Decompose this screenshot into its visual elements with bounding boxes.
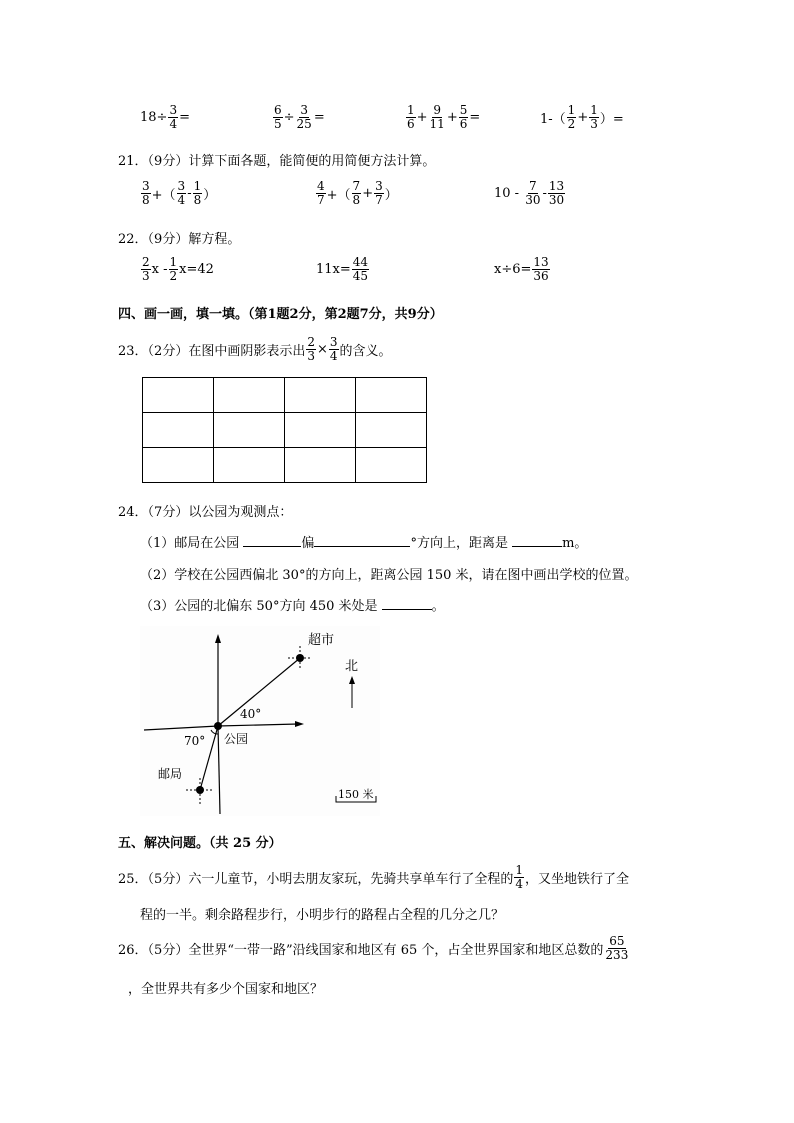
shading-grid[interactable] — [142, 377, 427, 483]
expr-21-2: $\frac{4}{7}$ +（ $\frac{7}{8}$ + $\frac{3}{7}$ ） — [317, 179, 398, 207]
equation-22-2: 11x= $\frac{44}{45}$ — [316, 255, 369, 283]
label-angle-70: 70° — [184, 734, 206, 748]
grid-cell — [285, 413, 356, 448]
question-21: 21．（9分）计算下面各题，能简便的用简便方法计算。 — [118, 154, 436, 169]
answer-blank-angle[interactable] — [314, 534, 410, 547]
grid-cell — [356, 413, 427, 448]
question-25-line1: 25．（5分）六一儿童节，小明去朋友家玩，先骑共享单车行了全程的 $\frac{1}{4}$ ，又坐地铁行了全 — [118, 863, 629, 891]
expr-1-3: $\frac{1}{6}$ + $\frac{9}{11}$ + $\frac{5}{6}$ = — [407, 103, 481, 131]
equation-22-1: $\frac{2}{3}$ x - $\frac{1}{2}$ x=42 — [142, 255, 214, 283]
question-23: 23．（2分）在图中画阴影表示出 $\frac{2}{3}$ × $\frac{3}{4}$ 的含义。 — [118, 335, 392, 363]
grid-cell — [285, 448, 356, 483]
question-24-2: （2）学校在公园西偏北 30°的方向上，距离公园 150 米，请在图中画出学校的位置。 — [140, 568, 638, 583]
answer-blank-distance[interactable] — [512, 534, 562, 547]
grid-cell — [143, 448, 214, 483]
expr-21-3: 10 - $\frac{7}{30}$ - $\frac{13}{30}$ — [494, 179, 565, 207]
question-26-line2: ，全世界共有多少个国家和地区？ — [128, 982, 324, 997]
grid-cell — [143, 378, 214, 413]
label-north: 北 — [345, 659, 359, 674]
direction-map[interactable] — [140, 626, 380, 816]
question-24-1: （1）邮局在公园 偏 °方向上，距离是 m。 — [140, 536, 588, 551]
answer-blank-place[interactable] — [382, 597, 432, 610]
answer-blank-direction[interactable] — [243, 534, 301, 547]
expr-1-1: 18÷ $\frac{3}{4}$ = — [140, 103, 190, 131]
grid-cell — [214, 413, 285, 448]
grid-cell — [143, 413, 214, 448]
grid-cell — [285, 378, 356, 413]
label-angle-40: 40° — [240, 707, 262, 721]
equation-22-3: x÷6= $\frac{13}{36}$ — [494, 255, 549, 283]
grid-cell — [214, 448, 285, 483]
section-4-heading: 四、画一画，填一填。（第1题2分，第2题7分，共9分） — [118, 307, 443, 322]
expr-21-1: $\frac{3}{8}$ +（ $\frac{3}{4}$ - $\frac{1}{8}$ ） — [142, 179, 217, 207]
question-24-title: 24．（7分）以公园为观测点： — [118, 505, 293, 520]
question-24-3: （3）公园的北偏东 50°方向 450 米处是 。 — [140, 599, 445, 614]
grid-cell — [356, 378, 427, 413]
label-supermarket: 超市 — [308, 633, 335, 648]
grid-cell — [356, 448, 427, 483]
expr-1-4: 1-（ $\frac{1}{2}$ + $\frac{1}{3}$ ）= — [540, 103, 624, 131]
question-26-line1: 26．（5分）全世界“一带一路”沿线国家和地区有 65 个，占全世界国家和地区总数的 $\frac{65}{233}$ — [118, 934, 629, 962]
expr-1-2: $\frac{6}{5}$ ÷ $\frac{3}{25}$ = — [274, 103, 325, 131]
grid-cell — [214, 378, 285, 413]
question-25-line2: 程的一半。剩余路程步行，小明步行的路程占全程的几分之几？ — [140, 908, 505, 923]
label-park: 公园 — [224, 732, 249, 746]
label-post-office: 邮局 — [158, 767, 183, 781]
label-scale: 150 米 — [338, 788, 374, 801]
park-point — [214, 722, 222, 730]
question-22: 22．（9分）解方程。 — [118, 232, 241, 247]
section-5-heading: 五、解决问题。（共 25 分） — [118, 836, 282, 851]
